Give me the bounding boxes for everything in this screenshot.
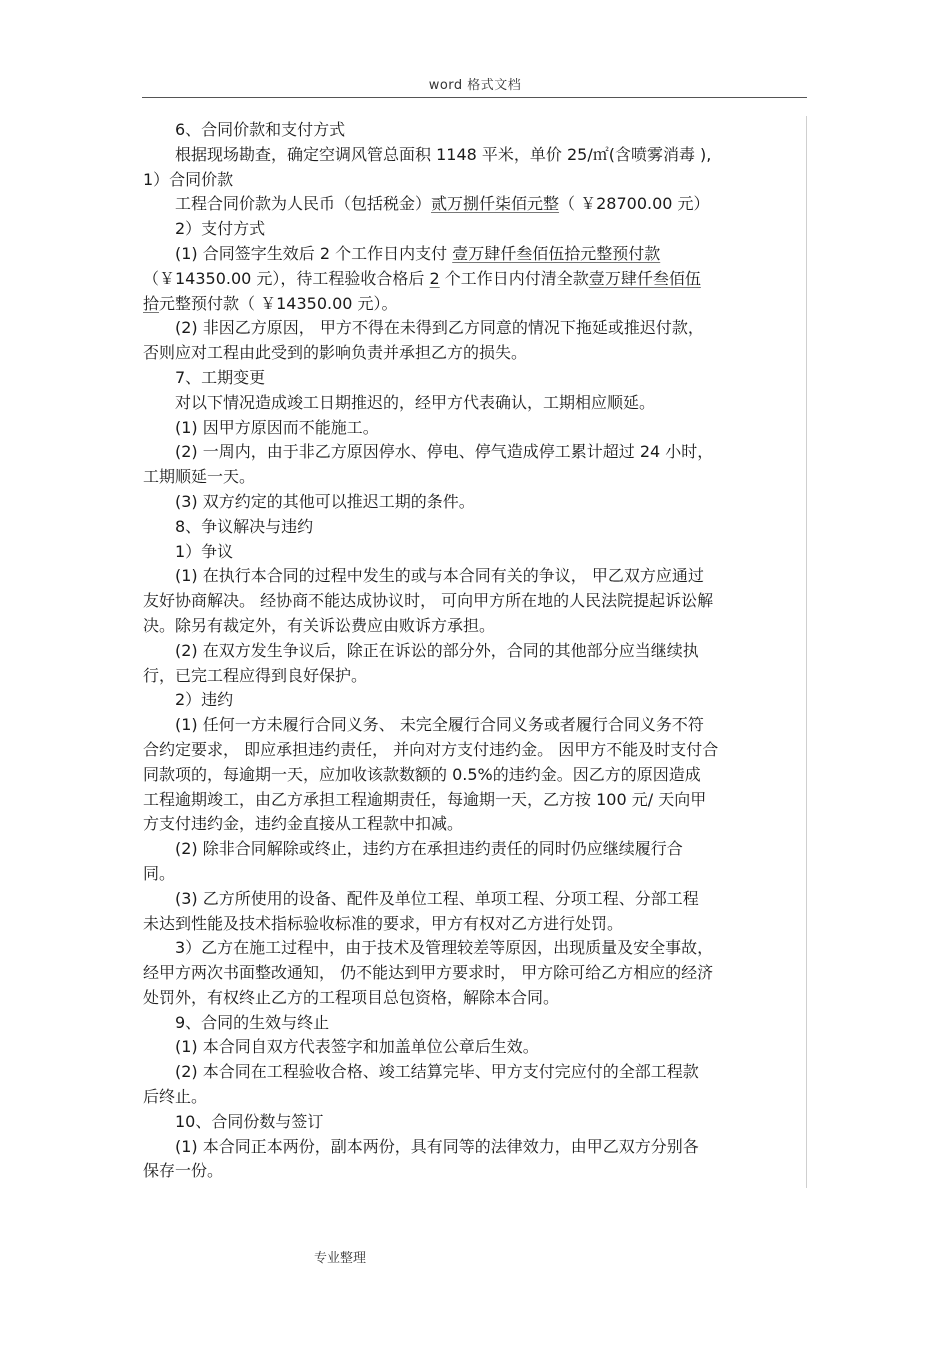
payment-method-heading: 2）支付方式 <box>175 219 266 239</box>
page-header: word 格式文档 <box>428 78 522 93</box>
final-amount-words: 壹万肆仟叁佰伍 <box>588 268 701 288</box>
dispute-item-2-cont: 行，已完工程应得到良好保护。 <box>143 665 368 685</box>
document-body <box>143 118 803 1184</box>
payment-text: 个工作日内付清全款 <box>439 268 589 288</box>
payment-text: (1) 合同签字生效后 2 个工作日内支付 <box>175 243 453 263</box>
breach-item-3-cont: 未达到性能及技术指标验收标准的要求，甲方有权对乙方进行处罚。 <box>143 913 624 933</box>
payment-item-1 <box>143 242 803 267</box>
section-7-title: 7、工期变更 <box>175 367 266 387</box>
area-price-line: 根据现场勘查，确定空调风管总面积 1148 平米，单价 25/㎡(含喷雾消毒 ), <box>175 144 712 164</box>
effect-item-2-cont: 后终止。 <box>143 1087 208 1107</box>
payment-text: （￥14350.00 元），待工程验收合格后 <box>143 268 430 288</box>
copies-item-1-cont: 保存一份。 <box>143 1161 224 1181</box>
quality-clause-end: 处罚外，有权终止乙方的工程项目总包资格，解除本合同。 <box>143 987 560 1007</box>
payment-item-2-cont: 否则应对工程由此受到的影响负责并承担乙方的损失。 <box>143 343 528 363</box>
payment-days: 2 <box>429 268 440 288</box>
delay-item-1: (1) 因甲方原因而不能施工。 <box>175 417 379 437</box>
price-amount-words: 贰万捌仟柒佰元整 <box>431 194 560 214</box>
dispute-heading: 1）争议 <box>175 541 234 561</box>
dispute-item-1-cont: 友好协商解决。 经协商不能达成协议时， 可向甲方所在地的人民法院提起诉讼解 <box>143 591 714 611</box>
dispute-item-1-end: 决。除另有裁定外，有关诉讼费应由败诉方承担。 <box>143 615 496 635</box>
section-10-title: 10、合同份数与签订 <box>175 1111 324 1131</box>
effect-item-2: (2) 本合同在工程验收合格、竣工结算完毕、甲方支付完应付的全部工程款 <box>175 1062 699 1082</box>
header-divider <box>142 97 807 98</box>
effect-item-1: (1) 本合同自双方代表签字和加盖单位公章后生效。 <box>175 1037 539 1057</box>
quality-clause-cont: 经甲方两次书面整改通知， 仍不能达到甲方要求时， 甲方除可给乙方相应的经济 <box>143 963 714 983</box>
quality-clause: 3）乙方在施工过程中，由于技术及管理较差等原因，出现质量及安全事故， <box>175 938 714 958</box>
final-amount-words-end: 拾 <box>143 293 160 313</box>
breach-item-2: (2) 除非合同解除或终止，违约方在承担违约责任的同时仍应继续履行合 <box>175 839 683 859</box>
breach-item-1-cont: 工程逾期竣工，由乙方承担工程逾期责任，每逾期一天，乙方按 100 元/ 天向甲 <box>143 789 707 809</box>
breach-item-1: (1) 任何一方未履行合同义务、 未完全履行合同义务或者履行合同义务不符 <box>175 715 704 735</box>
price-text: 工程合同价款为人民币（包括税金） <box>175 194 432 214</box>
right-margin-line <box>806 116 807 1188</box>
section-8-title: 8、争议解决与违约 <box>175 516 314 536</box>
contract-price-line <box>143 192 803 217</box>
payment-text: 元整预付款（ ￥14350.00 元）。 <box>159 293 398 313</box>
breach-heading: 2）违约 <box>175 690 234 710</box>
breach-item-2-cont: 同。 <box>143 863 176 883</box>
delay-item-3: (3) 双方约定的其他可以推迟工期的条件。 <box>175 491 475 511</box>
delay-item-2: (2) 一周内，由于非乙方原因停水、停电、停气造成停工累计超过 24 小时， <box>175 442 714 462</box>
breach-item-1-cont: 同款项的，每逾期一天，应加收该款数额的 0.5%的违约金。因乙方的原因造成 <box>143 764 701 784</box>
price-amount-figures: （ ￥28700.00 元） <box>559 194 710 214</box>
delay-item-2-cont: 工期顺延一天。 <box>143 467 256 487</box>
payment-item-2: (2) 非因乙方原因， 甲方不得在未得到乙方同意的情况下拖延或推迟付款， <box>175 318 704 338</box>
dispute-item-1: (1) 在执行本合同的过程中发生的或与本合同有关的争议， 甲乙双方应通过 <box>175 566 704 586</box>
payment-item-1-end <box>143 292 803 317</box>
section-9-title: 9、合同的生效与终止 <box>175 1012 330 1032</box>
copies-item-1: (1) 本合同正本两份，副本两份，具有同等的法律效力，由甲乙双方分别各 <box>175 1136 699 1156</box>
advance-amount-words: 壹万肆仟叁佰伍拾元整预付款 <box>452 243 661 263</box>
dispute-item-2: (2) 在双方发生争议后，除正在诉讼的部分外，合同的其他部分应当继续执 <box>175 640 699 660</box>
payment-item-1-cont <box>143 267 803 292</box>
contract-price-heading: 1）合同价款 <box>143 169 234 189</box>
section-6-title: 6、合同价款和支付方式 <box>175 120 346 139</box>
breach-item-3: (3) 乙方所使用的设备、配件及单位工程、单项工程、分项工程、分部工程 <box>175 888 699 908</box>
breach-item-1-cont: 合约定要求， 即应承担违约责任， 并向对方支付违约金。 因甲方不能及时支付合 <box>143 739 719 759</box>
delay-intro: 对以下情况造成竣工日期推迟的，经甲方代表确认，工期相应顺延。 <box>175 392 656 412</box>
breach-item-1-end: 方支付违约金，违约金直接从工程款中扣减。 <box>143 814 464 834</box>
page-footer: 专业整理 <box>314 1251 367 1266</box>
